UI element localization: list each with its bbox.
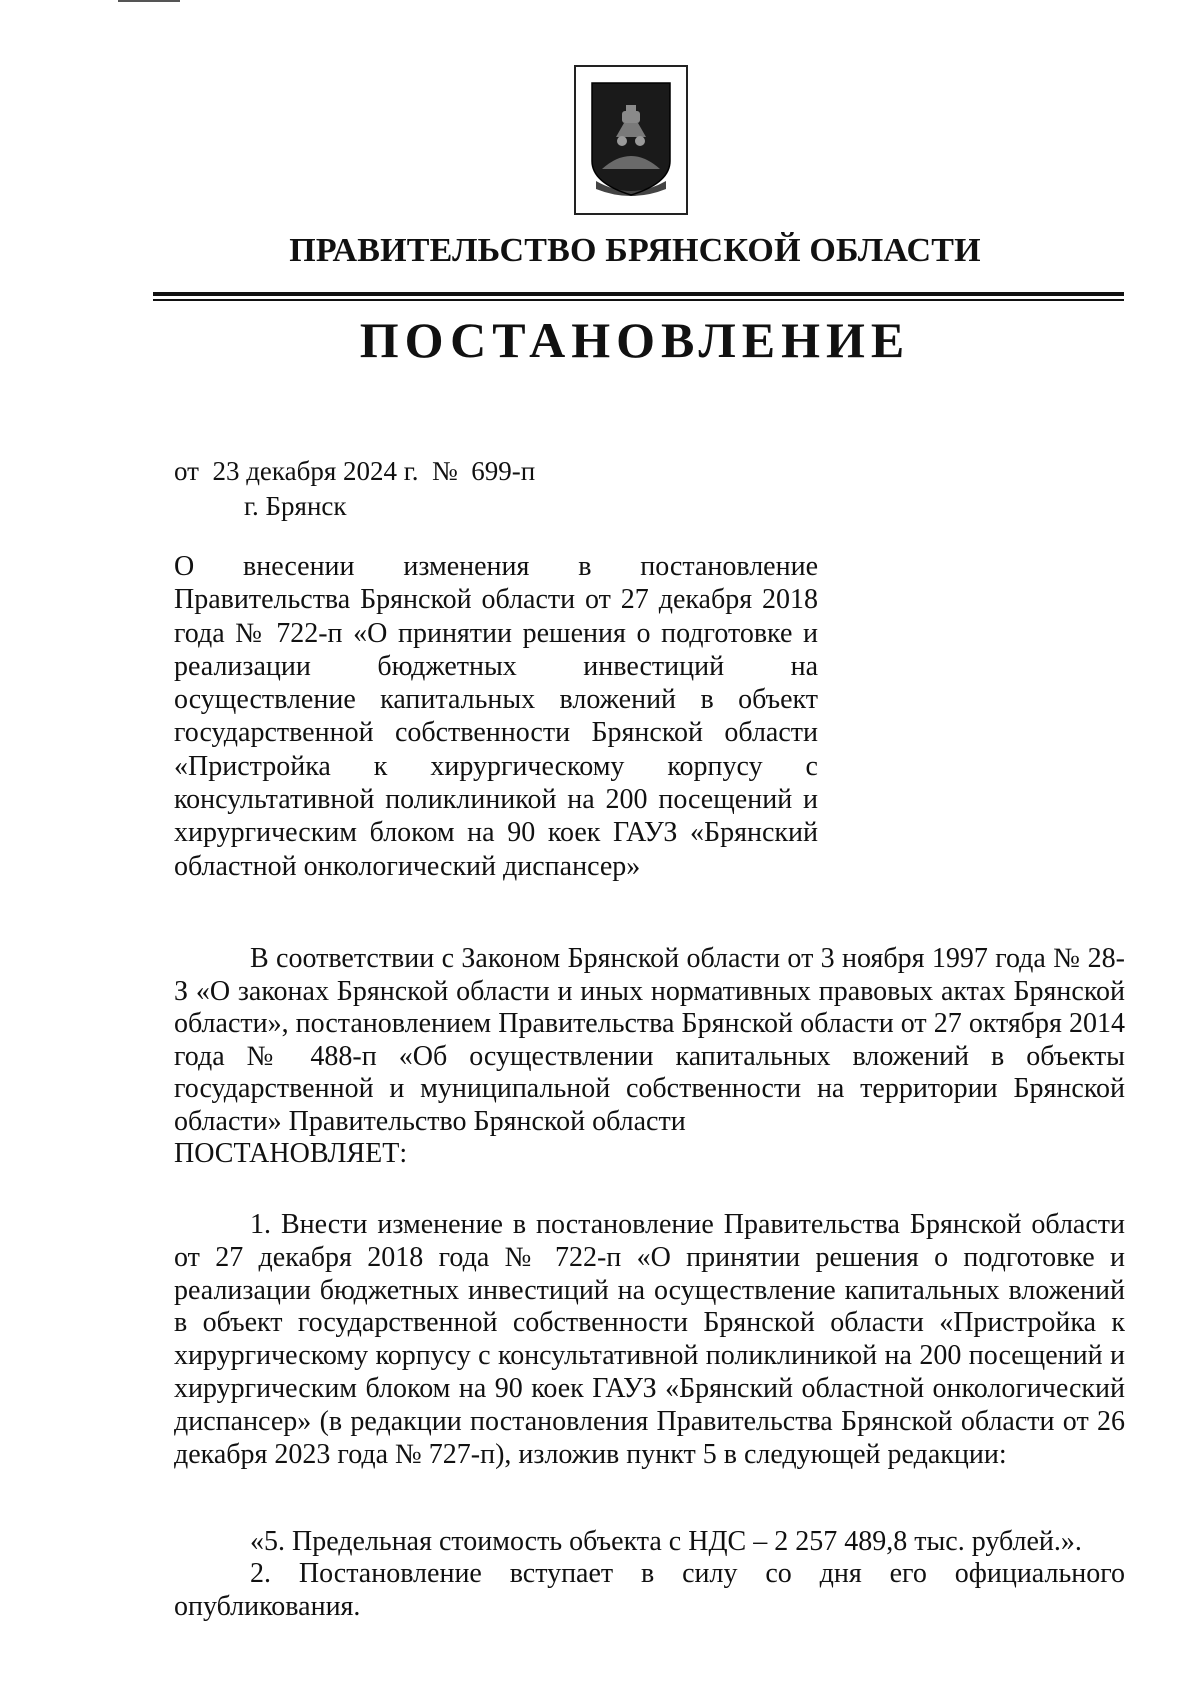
document-city: г. Брянск [244, 491, 347, 521]
scan-mark [118, 0, 180, 2]
coat-of-arms-frame [574, 65, 688, 215]
decree-word: ПОСТАНОВЛЯЕТ: [174, 1138, 408, 1169]
document-type-title: ПОСТАНОВЛЕНИЕ [359, 312, 911, 368]
government-name: ПРАВИТЕЛЬСТВО БРЯНСКОЙ ОБЛАСТИ [289, 232, 981, 269]
clause-1-quoted-text: «5. Предельная стоимость объекта с НДС – 2 257 489,8 тыс. рублей.». [250, 1526, 1082, 1557]
header-thin-rule [153, 299, 1124, 301]
document-date-number: от 23 декабря 2024 г. № 699-п [174, 456, 536, 486]
preamble-paragraph: В соответствии с Законом Брянской области от 3 ноября 1997 года № 28-З «О законах Брянской области и иных нормативных правовых актах Брянской области», постановлением Правительства Брянской области от 27 октября 2014 года № 488-п «Об осуществлении капитальных вложений в объекты государственной и муниципальной собственности на территории Брянской области» Правительство Брянской области [174, 943, 1125, 1137]
coat-of-arms-icon [586, 77, 676, 203]
clause-2-paragraph: 2. Постановление вступает в силу со дня его официального опубликования. [174, 1558, 1125, 1622]
header-thick-rule [153, 292, 1124, 296]
clause-1-paragraph: 1. Внести изменение в постановление Правительства Брянской области от 27 декабря 2018 года № 722-п «О принятии решения о подготовке и реализации бюджетных инвестиций на осуществление капитальных вложений в объект государственной собственности Брянской области «Пристройка к хирургическому корпусу с консультативной поликлиникой на 200 посещений и хирургическим блоком на 90 коек ГАУЗ «Брянский областной онкологический диспансер» (в редакции постановления Правительства Брянской области от 26 декабря 2023 года № 727-п), изложив пункт 5 в следующей редакции: [174, 1209, 1125, 1470]
document-subject: О внесении изменения в постановление Правительства Брянской области от 27 декабря 2018 года № 722-п «О принятии решения о подготовке и реализации бюджетных инвестиций на осуществление капитальных вложений в объект государственной собственности Брянской области «Пристройка к хирургическому корпусу с консультативной поликлиникой на 200 посещений и хирургическим блоком на 90 коек ГАУЗ «Брянский областной онкологический диспансер» [174, 551, 818, 882]
